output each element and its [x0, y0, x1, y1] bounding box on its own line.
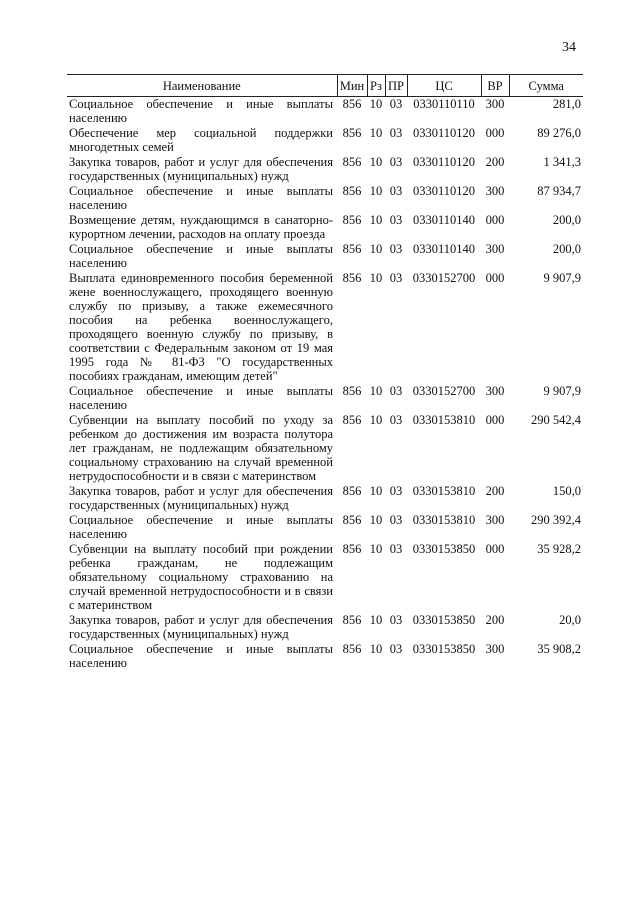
table-row: [67, 613, 583, 642]
row-rz: 10: [369, 155, 383, 169]
row-pr: 03: [389, 642, 403, 656]
row-sum: 89 276,0: [537, 126, 581, 140]
row-rz: 10: [369, 613, 383, 627]
row-name: Социальное обеспечение и иные выплаты населению: [69, 184, 333, 212]
header-cs: ЦС: [407, 75, 481, 97]
row-pr: 03: [389, 155, 403, 169]
row-name: Закупка товаров, работ и услуг для обеспечения государственных (муниципальных) нужд: [69, 155, 333, 183]
row-min: 856: [342, 155, 362, 169]
row-pr: 03: [389, 184, 403, 198]
row-cs: 0330153850: [412, 642, 476, 656]
row-cs: 0330110120: [412, 126, 476, 140]
row-sum: 281,0: [552, 97, 581, 111]
row-vr: 300: [485, 242, 505, 256]
row-cs: 0330152700: [412, 384, 476, 398]
header-sum: Сумма: [509, 75, 583, 97]
row-vr: 300: [485, 642, 505, 656]
row-min: 856: [342, 384, 362, 398]
row-sum: 290 392,4: [531, 513, 581, 527]
row-name: Социальное обеспечение и иные выплаты населению: [69, 642, 333, 670]
row-name: Субвенции на выплату пособий по уходу за ребенком до достижения им возраста полутора лет гражданам, не подлежащим обязательному социальному страхованию на случай временной нетрудоспособности и в связи с материнством: [69, 413, 333, 483]
row-pr: 03: [389, 97, 403, 111]
row-rz: 10: [369, 213, 383, 227]
row-cs: 0330153810: [412, 513, 476, 527]
row-name: Обеспечение мер социальной поддержки многодетных семей: [69, 126, 333, 154]
row-pr: 03: [389, 126, 403, 140]
row-sum: 200,0: [552, 242, 581, 256]
table-row: [67, 513, 583, 542]
row-pr: 03: [389, 242, 403, 256]
row-name: Социальное обеспечение и иные выплаты населению: [69, 97, 333, 125]
row-vr: 200: [485, 613, 505, 627]
row-min: 856: [342, 213, 362, 227]
row-rz: 10: [369, 184, 383, 198]
row-cs: 0330110140: [412, 213, 476, 227]
table-row: [67, 384, 583, 413]
row-cs: 0330153850: [412, 542, 476, 556]
row-sum: 200,0: [552, 213, 581, 227]
row-sum: 150,0: [552, 484, 581, 498]
row-pr: 03: [389, 613, 403, 627]
row-cs: 0330110140: [412, 242, 476, 256]
table-row: [67, 213, 583, 242]
table-row: [67, 413, 583, 484]
row-min: 856: [342, 613, 362, 627]
page-number: 34: [562, 40, 576, 55]
row-rz: 10: [369, 513, 383, 527]
table-row: [67, 271, 583, 384]
header-name: Наименование: [67, 75, 337, 97]
row-pr: 03: [389, 484, 403, 498]
table-row: [67, 97, 583, 127]
header-vr: ВР: [481, 75, 509, 97]
row-pr: 03: [389, 271, 403, 285]
row-vr: 000: [485, 413, 505, 427]
row-name: Выплата единовременного пособия беременной жене военнослужащего, проходящего военную службу по призыву, а также ежемесячного пособия на ребенка военнослужащего, проходящего военную службу по призыву, в соответствии с Федеральным законом от 19 мая 1995 года № 81-ФЗ "О государственных пособиях гражданам, имеющим детей": [69, 271, 333, 383]
row-min: 856: [342, 184, 362, 198]
table-row: [67, 484, 583, 513]
budget-table: [67, 74, 583, 671]
row-vr: 300: [485, 184, 505, 198]
row-vr: 000: [485, 542, 505, 556]
row-pr: 03: [389, 513, 403, 527]
row-sum: 87 934,7: [537, 184, 581, 198]
row-name: Социальное обеспечение и иные выплаты населению: [69, 513, 333, 541]
table-row: [67, 184, 583, 213]
row-vr: 300: [485, 384, 505, 398]
row-sum: 9 907,9: [543, 384, 581, 398]
row-vr: 300: [485, 513, 505, 527]
row-name: Закупка товаров, работ и услуг для обеспечения государственных (муниципальных) нужд: [69, 613, 333, 641]
row-rz: 10: [369, 242, 383, 256]
row-cs: 0330153850: [412, 613, 476, 627]
row-min: 856: [342, 271, 362, 285]
row-vr: 000: [485, 126, 505, 140]
header-min: Мин: [337, 75, 367, 97]
row-vr: 200: [485, 484, 505, 498]
row-name: Социальное обеспечение и иные выплаты населению: [69, 384, 333, 412]
row-sum: 1 341,3: [543, 155, 581, 169]
row-min: 856: [342, 642, 362, 656]
row-min: 856: [342, 126, 362, 140]
row-cs: 0330152700: [412, 271, 476, 285]
table-row: [67, 542, 583, 613]
row-min: 856: [342, 484, 362, 498]
row-vr: 300: [485, 97, 505, 111]
row-pr: 03: [389, 413, 403, 427]
row-sum: 35 928,2: [537, 542, 581, 556]
row-name: Возмещение детям, нуждающимся в санаторно-курортном лечении, расходов на оплату проезда: [69, 213, 333, 241]
row-rz: 10: [369, 413, 383, 427]
row-rz: 10: [369, 97, 383, 111]
table-row: [67, 242, 583, 271]
row-min: 856: [342, 97, 362, 111]
row-cs: 0330153810: [412, 413, 476, 427]
row-pr: 03: [389, 542, 403, 556]
row-pr: 03: [389, 213, 403, 227]
table-row: [67, 126, 583, 155]
row-cs: 0330110120: [412, 155, 476, 169]
row-sum: 9 907,9: [543, 271, 581, 285]
row-sum: 20,0: [559, 613, 581, 627]
row-min: 856: [342, 413, 362, 427]
row-rz: 10: [369, 271, 383, 285]
row-name: Закупка товаров, работ и услуг для обеспечения государственных (муниципальных) нужд: [69, 484, 333, 512]
row-cs: 0330153810: [412, 484, 476, 498]
row-name: Социальное обеспечение и иные выплаты населению: [69, 242, 333, 270]
header-rz: Рз: [367, 75, 385, 97]
row-sum: 290 542,4: [531, 413, 581, 427]
table-row: [67, 155, 583, 184]
row-rz: 10: [369, 384, 383, 398]
row-min: 856: [342, 542, 362, 556]
row-name: Субвенции на выплату пособий при рождении ребенка гражданам, не подлежащим обязательному социальному страхованию на случай временной нетрудоспособности и в связи с материнством: [69, 542, 333, 612]
row-sum: 35 908,2: [537, 642, 581, 656]
table-header-row: [67, 75, 583, 97]
table-body: [67, 97, 583, 672]
row-rz: 10: [369, 484, 383, 498]
row-rz: 10: [369, 126, 383, 140]
row-rz: 10: [369, 542, 383, 556]
row-vr: 200: [485, 155, 505, 169]
row-cs: 0330110120: [412, 184, 476, 198]
table-row: [67, 642, 583, 671]
row-rz: 10: [369, 642, 383, 656]
header-pr: ПР: [385, 75, 407, 97]
row-pr: 03: [389, 384, 403, 398]
row-vr: 000: [485, 213, 505, 227]
row-cs: 0330110110: [413, 97, 475, 111]
row-vr: 000: [485, 271, 505, 285]
row-min: 856: [342, 513, 362, 527]
row-min: 856: [342, 242, 362, 256]
